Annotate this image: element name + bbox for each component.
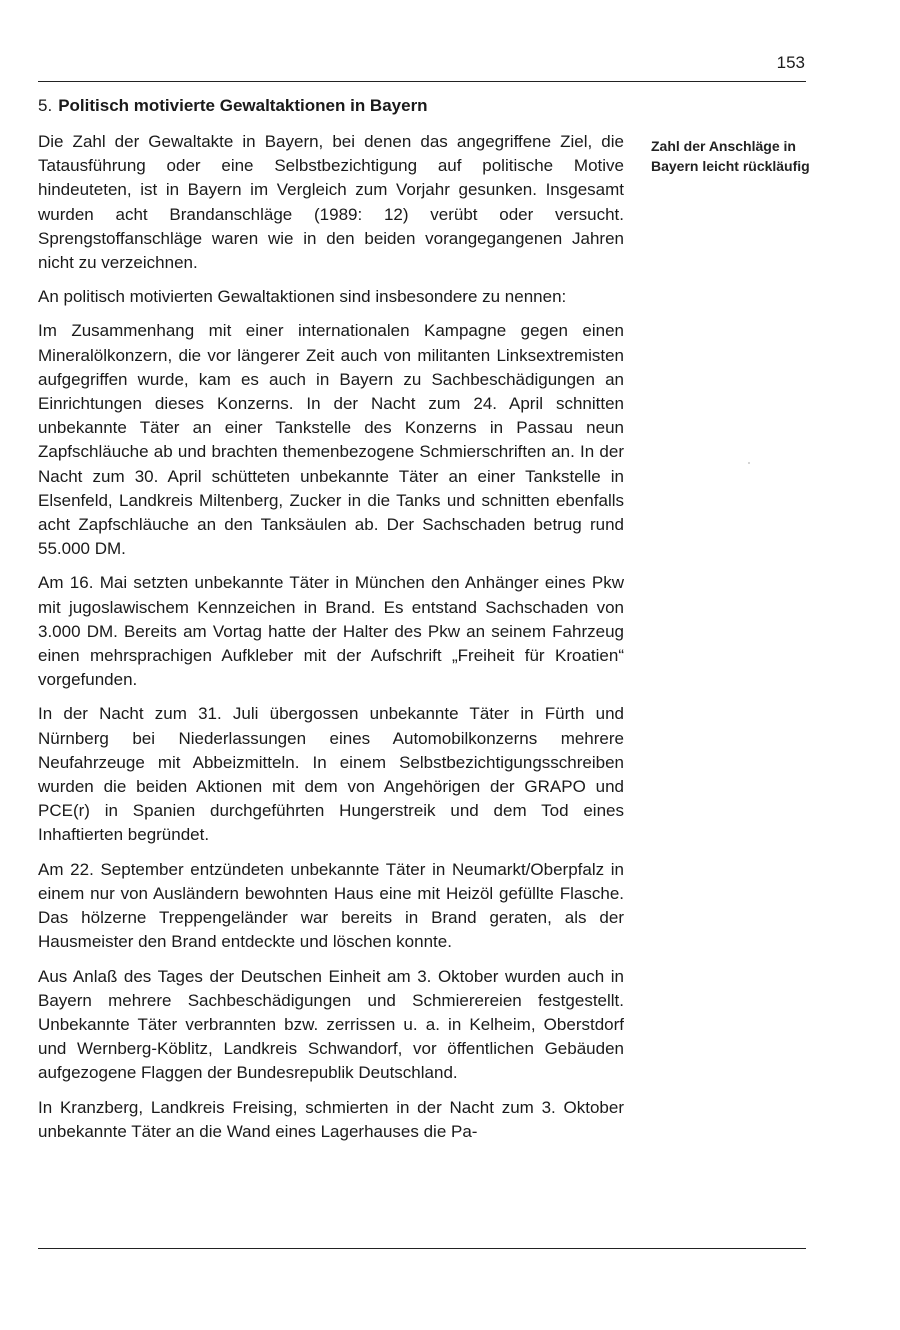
footer-rule xyxy=(38,1248,806,1249)
page-number: 153 xyxy=(776,53,805,72)
paragraph: In Kranzberg, Landkreis Freising, schmierten in der Nacht zum 3. Oktober unbekannte Täter an die Wand eines Lagerhauses die Pa- xyxy=(38,1097,624,1141)
paragraph: Im Zusammenhang mit einer internationalen Kampagne gegen einen Mineralölkonzern, die vor längerer Zeit auch von militanten Linksextremisten aufgegriffen wurde, kam es auch in Bayern zu Sachbeschädigungen an Einrichtungen dieses Konzerns. In der Nacht zum 24. April schnitten unbekannte Täter an einer Tankstelle des Konzerns in Passau neun Zapfschläuche ab und brachten themenbezogene Schmierschriften an. In der Nacht zum 30. April schütteten unbekannte Täter an einer Tankstelle in Elsenfeld, Landkreis Miltenberg, Zucker in die Tanks und schnitten ebenfalls acht Zapfschläuche an den Tanksäulen ab. Der Sachschaden betrug rund 55.000 DM. xyxy=(38,321,624,559)
section-number: 5. xyxy=(38,96,53,115)
paragraph: In der Nacht zum 31. Juli übergossen unbekannte Täter in Fürth und Nürnberg bei Niederlassungen eines Automobilkonzerns mehrere Neufahrzeuge mit Abbeizmitteln. In einem Selbstbezichtigungsschreiben wurden die beiden Aktionen mit dem von Angehörigen der GRAPO und PCE(r) in Spanien durchgeführten Hungerstreik und dem Tod eines Inhaftierten begründet. xyxy=(38,704,624,845)
header-rule xyxy=(38,81,806,82)
section-heading xyxy=(38,95,428,117)
paragraph: Aus Anlaß des Tages der Deutschen Einheit am 3. Oktober wurden auch in Bayern mehrere Sachbeschädigungen und Schmierereien festgestellt. Unbekannte Täter verbrannten bzw. zerrissen u. a. in Kelheim, Oberstdorf und Wernberg-Köblitz, Landkreis Schwandorf, vor öffentlichen Gebäuden aufgezogene Flaggen der Bundesrepublik Deutschland. xyxy=(38,966,624,1083)
body-text xyxy=(38,130,624,1154)
paragraph: Am 16. Mai setzten unbekannte Täter in München den Anhänger eines Pkw mit jugoslawischem Kennzeichen in Brand. Es entstand Sachschaden von 3.000 DM. Bereits am Vortag hatte der Halter des Pkw an seinem Fahrzeug einen mehrsprachigen Aufkleber mit der Aufschrift „Freiheit für Kroatien“ vorgefunden. xyxy=(38,573,624,690)
margin-note: Zahl der Anschläge in Bayern leicht rückläufig xyxy=(651,138,810,174)
paragraph: Am 22. September entzündeten unbekannte Täter in Neumarkt/Oberpfalz in einem nur von Ausländern bewohnten Haus eine mit Heizöl gefüllte Flasche. Das hölzerne Treppengeländer war bereits in Brand geraten, als der Hausmeister den Brand entdeckte und löschen konnte. xyxy=(38,859,624,952)
paragraph: Die Zahl der Gewaltakte in Bayern, bei denen das angegriffene Ziel, die Tatausführung oder eine Selbstbezichtigung auf politische Motive hindeuteten, ist in Bayern im Vergleich zum Vorjahr gesunken. Insgesamt wurden acht Brandanschläge (1989: 12) verübt oder versucht. Sprengstoffanschläge waren wie in den beiden vorangegangenen Jahren nicht zu verzeichnen. xyxy=(38,132,624,273)
section-title: Politisch motivierte Gewaltaktionen in Bayern xyxy=(58,96,428,115)
paragraph: An politisch motivierten Gewaltaktionen sind insbesondere zu nennen: xyxy=(38,287,567,307)
scan-speck xyxy=(748,462,750,464)
